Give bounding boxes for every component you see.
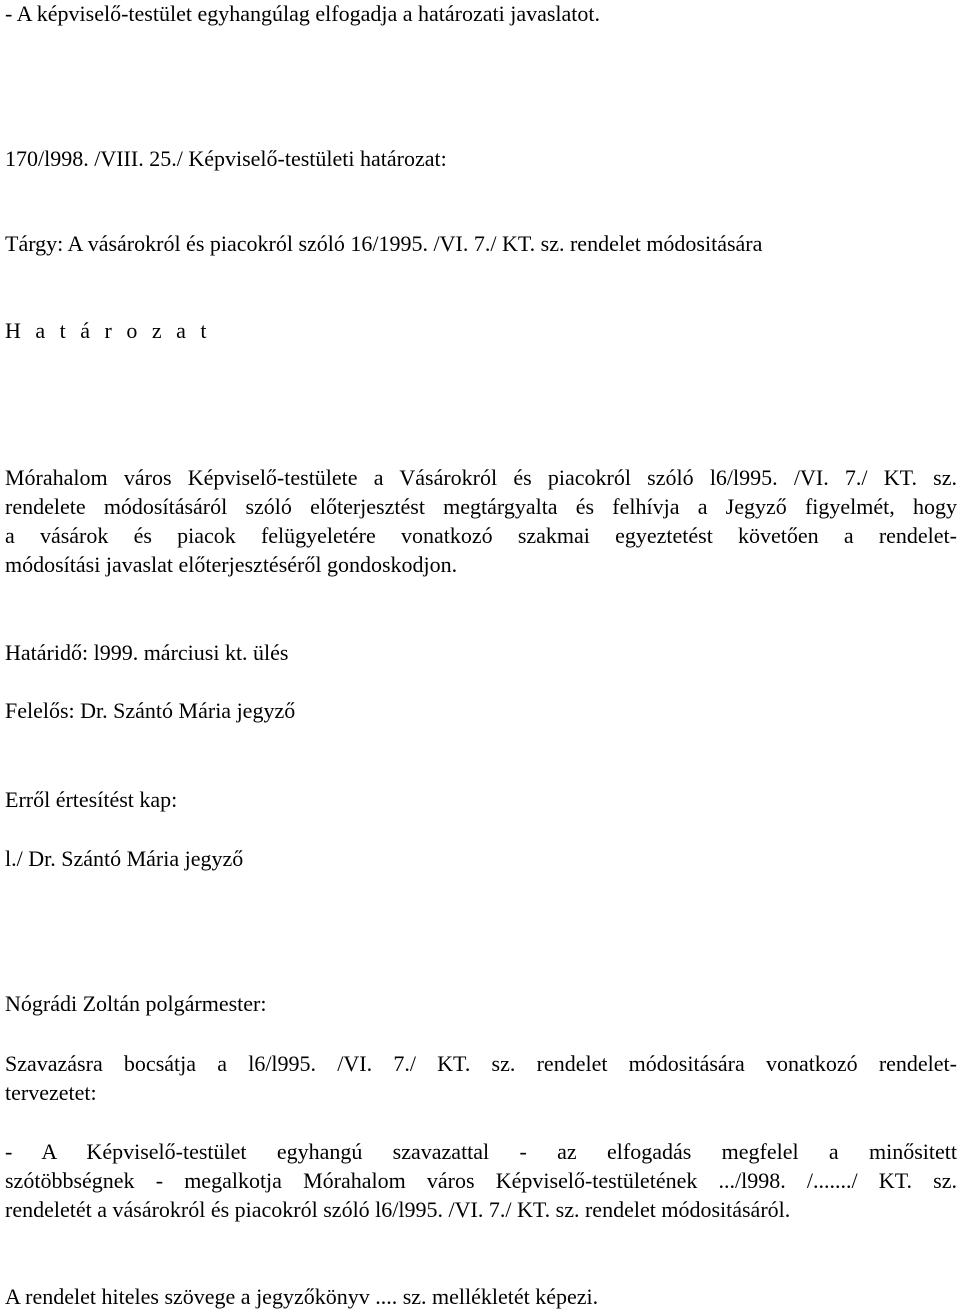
body-line: módosítási javaslat előterjesztéséről gondoskodjon. bbox=[5, 552, 458, 577]
mayor-line: Nógrádi Zoltán polgármester: bbox=[5, 991, 267, 1016]
notified-item: l./ Dr. Szántó Mária jegyző bbox=[5, 846, 244, 871]
subject-line: Tárgy: A vásárokról és piacokról szóló 16/1995. /VI. 7./ KT. sz. rendelet módositására bbox=[5, 231, 763, 256]
body-line: a vásárok és piacok felügyeletére vonatkozó szakmai egyeztetést követően a rendelet- bbox=[5, 523, 957, 548]
decision-paragraph bbox=[5, 1137, 957, 1224]
decision-line: - A Képviselő-testület egyhangú szavazattal - az elfogadás megfelel a minősitett bbox=[5, 1139, 957, 1164]
deadline-line: Határidő: l999. márciusi kt. ülés bbox=[5, 640, 289, 665]
responsible-line: Felelős: Dr. Szántó Mária jegyző bbox=[5, 698, 296, 723]
resolution-body bbox=[5, 463, 957, 579]
decision-line: szótöbbségnek - megalkotja Mórahalom város Képviselő-testületének .../l998. /......./ KT. sz. bbox=[5, 1168, 957, 1193]
closing-line: A rendelet hiteles szövege a jegyzőkönyv .... sz. mellékletét képezi. bbox=[5, 1284, 599, 1309]
resolution-heading: H a t á r o z a t bbox=[5, 318, 211, 343]
notified-label: Erről értesítést kap: bbox=[5, 787, 178, 812]
body-line: Mórahalom város Képviselő-testülete a Vásárokról és piacokról szóló l6/l995. /VI. 7./ KT. sz. bbox=[5, 465, 957, 490]
vote-line: tervezetet: bbox=[5, 1080, 97, 1105]
resolution-number: 170/l998. /VIII. 25./ Képviselő-testületi határozat: bbox=[5, 146, 447, 171]
decision-line: rendeletét a vásárokról és piacokról szóló l6/l995. /VI. 7./ KT. sz. rendelet módositásáról. bbox=[5, 1197, 791, 1222]
body-line: rendelete módosításáról szóló előterjesztést megtárgyalta és felhívja a Jegyző figyelmét, hogy bbox=[5, 494, 957, 519]
vote-line: Szavazásra bocsátja a l6/l995. /VI. 7./ KT. sz. rendelet módositására vonatkozó rendelet- bbox=[5, 1051, 957, 1076]
vote-paragraph bbox=[5, 1049, 957, 1107]
acceptance-line: - A képviselő-testület egyhangúlag elfogadja a határozati javaslatot. bbox=[5, 1, 601, 26]
